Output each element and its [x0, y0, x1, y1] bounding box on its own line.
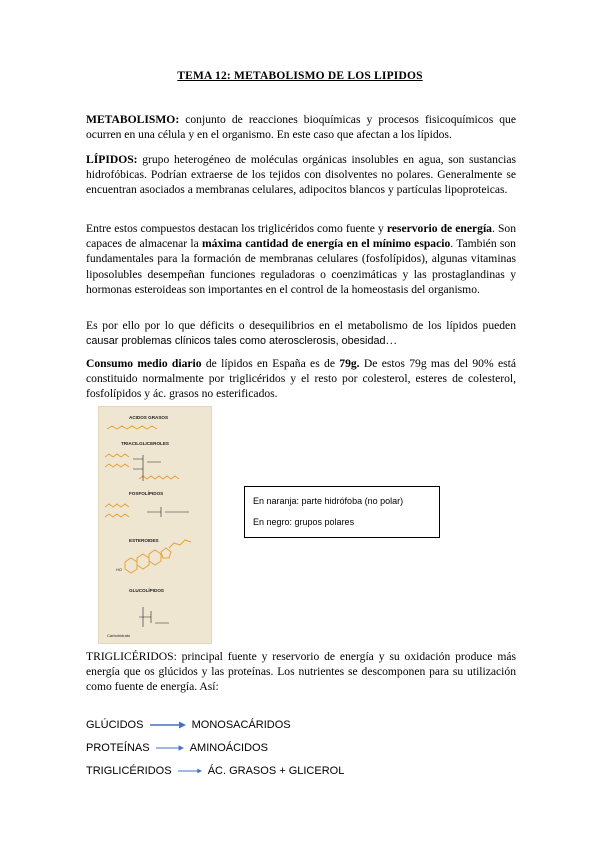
tag-chain-3 — [139, 476, 179, 479]
lipid-structures-figure — [98, 406, 212, 644]
deficits-text-1: Es por ello por lo que déficits o desequilibrios en el metabolismo de los lípidos pueden — [86, 319, 516, 332]
compuestos-bold-2: máxima cantidad de energía en el mínimo espacio — [202, 237, 451, 251]
arrow-right-icon — [156, 744, 184, 752]
legend-black: En negro: grupos polares — [253, 517, 355, 527]
flow-from-proteinas: PROTEÍNAS — [86, 742, 150, 755]
legend-orange: En naranja: parte hidrófoba (no polar) — [253, 496, 404, 506]
compuestos-paragraph — [86, 221, 516, 297]
trigliceridos-paragraph: TRIGLICÉRIDOS: principal fuente y reservorio de energía y su oxidación produce más energía que os glúcidos y las proteínas. Los nutrientes se descomponen para su utilización como fuente de energía. Así: — [86, 650, 516, 694]
consumo-text-1: de lípidos en España es de — [201, 357, 340, 370]
label-fosfolipidos: FOSFOLÍPIDOS — [129, 491, 164, 496]
glycolipid-lines — [139, 607, 169, 627]
flow-row-glucidos — [86, 719, 291, 731]
deficits-paragraph — [86, 318, 516, 349]
label-acidos-grasos: ACIDOS GRASOS — [129, 415, 169, 420]
deficits-ellipsis: … — [385, 334, 398, 348]
tag-chain-1 — [105, 454, 129, 457]
flow-from-glucidos: GLÚCIDOS — [86, 719, 144, 732]
deficits-sans-text: causar problemas clínicos tales como aterosclerosis, obesidad — [86, 335, 386, 348]
lipid-structures-svg — [99, 407, 211, 643]
polar-groups-lines — [133, 455, 189, 517]
label-esteroides: ESTEROIDES — [129, 538, 159, 543]
carbohydrate-label: Carbohidrato — [107, 633, 131, 638]
pl-chain-2 — [105, 514, 129, 517]
compuestos-bold-1: reservorio de energía — [386, 222, 492, 235]
ho-label: HO — [116, 567, 122, 572]
flow-to-monosacaridos: MONOSACÁRIDOS — [191, 719, 291, 732]
consumo-bold-1: Consumo medio diario — [86, 357, 202, 370]
lipidos-paragraph — [86, 152, 516, 198]
lipidos-text: grupo heterogéneo de moléculas orgánicas insolubles en agua, son sustancias hidrofóbicas. Podrían extraerse de los tejidos con disolventes no polares. Generalmente se encuentran asociados a membranas celulares, adipocitos blancos y partículas lipoproteicas. — [86, 153, 516, 197]
flow-to-aminoacidos: AMINOÁCIDOS — [189, 742, 268, 755]
flow-row-proteinas — [86, 742, 268, 754]
pl-chain-1 — [105, 504, 129, 507]
lipidos-term: LÍPIDOS: — [86, 153, 138, 166]
flow-row-trigliceridos — [86, 765, 344, 777]
steroid-side-chain — [169, 540, 191, 548]
arrow-right-icon — [178, 767, 202, 775]
compuestos-text-3: . También son fundamentales para la formación de membranas celulares (fosfolípidos), algunas vitaminas liposolubles desempeñan funciones reguladoras o coenzimáticas y las prostaglandinas y hormonas esteroideas son importantes en el control de la homeostasis del organismo. — [86, 237, 516, 296]
label-glucolipidos: GLUCOLÍPIDOS — [129, 588, 164, 593]
color-legend-box — [244, 486, 440, 538]
consumo-paragraph — [86, 356, 516, 402]
page-title: TEMA 12: METABOLISMO DE LOS LIPIDOS — [177, 70, 423, 82]
flow-to-acidos-glicerol: ÁC. GRASOS + GLICEROL — [207, 765, 345, 778]
fatty-acid-chain — [107, 426, 157, 429]
metabolismo-paragraph — [86, 112, 516, 142]
tag-chain-2 — [105, 464, 129, 467]
flow-from-trigliceridos: TRIGLICÉRIDOS — [86, 765, 172, 778]
arrow-right-icon — [150, 721, 186, 729]
metabolismo-text: conjunto de reacciones bioquímicas y procesos fisicoquímicos que ocurren en una célula y en el organismo. En este caso que afectan a los lípidos. — [86, 113, 516, 142]
compuestos-text-1: Entre estos compuestos destacan los triglicéridos como fuente y — [86, 222, 387, 235]
consumo-text-2: De estos 79g mas del 90% está constituido normalmente por triglicéridos y el resto por colesterol, esteres de colesterol, fosfolípidos y ác. grasos no esterificados. — [86, 357, 516, 401]
compuestos-text-2: . Son capaces de almacenar la — [86, 222, 517, 251]
metabolismo-term: METABOLISMO: — [86, 113, 180, 126]
steroid-rings — [125, 548, 171, 573]
consumo-bold-2: 79g. — [339, 357, 360, 370]
label-triacilgliceroles: TRIACILGLICEROLES — [121, 441, 169, 446]
